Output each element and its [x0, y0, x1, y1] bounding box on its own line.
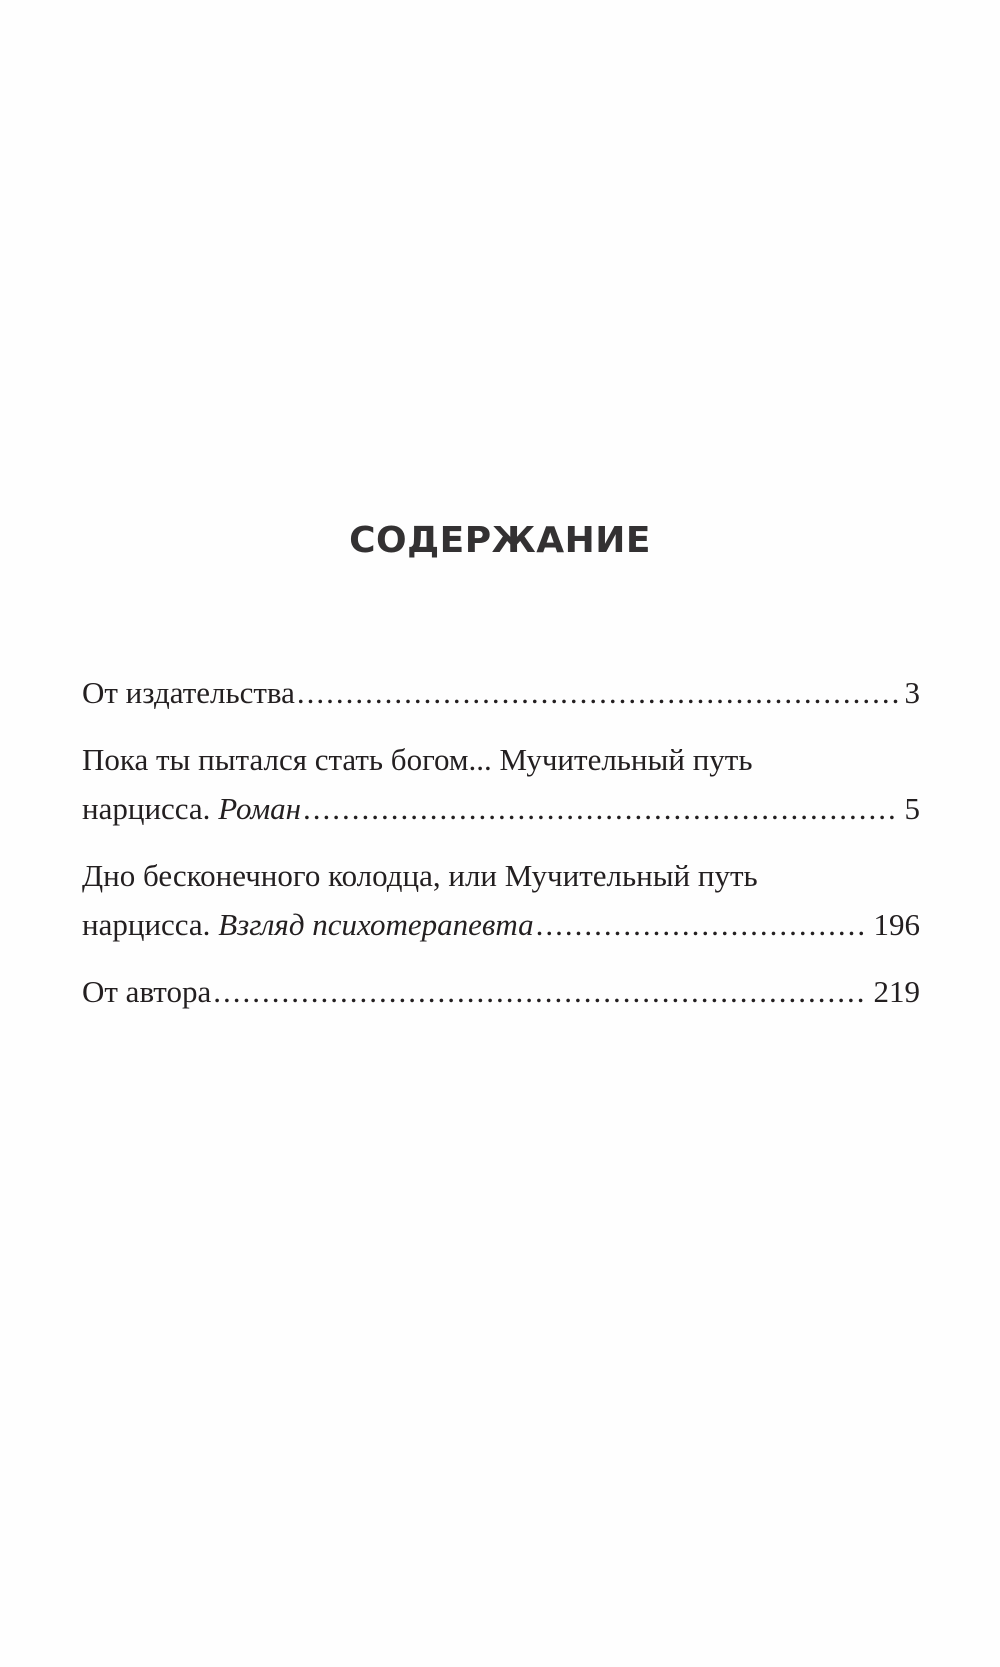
- toc-entry-title-end: нарцисса.: [82, 907, 219, 942]
- table-of-contents: [82, 668, 920, 1034]
- toc-entry-title-line-2: [82, 900, 534, 949]
- toc-entry-publisher-note[interactable]: [82, 668, 920, 717]
- toc-page-number: 219: [873, 974, 920, 1009]
- toc-entry-title-line-2: [82, 784, 301, 833]
- toc-entry-title: От автора: [82, 974, 212, 1009]
- toc-page-number: 3: [904, 675, 920, 710]
- dot-leader: [213, 967, 867, 1016]
- toc-entry-title-line-1: Дно бесконечного колодца, или Мучительный путь: [82, 858, 758, 893]
- toc-entry-line: [82, 967, 920, 1016]
- toc-entry-line: [82, 668, 920, 717]
- toc-entry-line: [82, 784, 920, 833]
- page-title: СОДЕРЖАНИЕ: [349, 520, 651, 561]
- toc-entry-title-line-1: Пока ты пытался стать богом... Мучительный путь: [82, 742, 753, 777]
- toc-entry-line: [82, 900, 920, 949]
- toc-page-number: 5: [904, 791, 920, 826]
- toc-entry-title: От издательства: [82, 675, 295, 710]
- dot-leader: [536, 900, 868, 949]
- toc-entry-genre: Взгляд психотерапевта: [218, 907, 534, 942]
- toc-entry-author-note[interactable]: [82, 967, 920, 1016]
- dot-leader: [303, 784, 899, 833]
- toc-page-number: 196: [873, 907, 920, 942]
- toc-entry-therapist-view[interactable]: [82, 851, 920, 949]
- toc-entry-novel[interactable]: [82, 735, 920, 833]
- toc-entry-title-end: нарцисса.: [82, 791, 219, 826]
- dot-leader: [297, 668, 899, 717]
- toc-entry-genre: Роман: [218, 791, 301, 826]
